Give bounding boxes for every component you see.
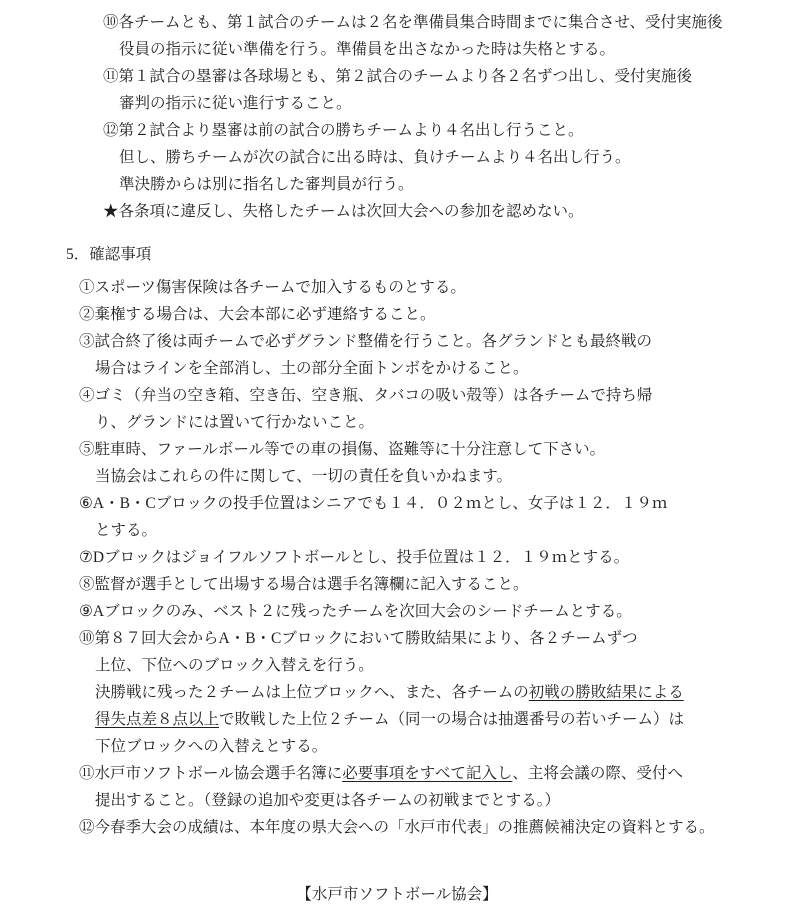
text-run: ⑨Aブロックのみ、ベスト２に残ったチームを次回大会のシードチームとする。 [79, 603, 632, 620]
text-line [0, 36, 794, 63]
text-run: 役員の指示に従い準備を行う。準備員を出さなかった時は失格とする。 [119, 41, 616, 58]
text-line [0, 355, 794, 382]
text-run: ①スポーツ傷害保険は各チームで加入するものとする。 [79, 279, 466, 296]
text-run: 審判の指示に従い進行すること。 [119, 95, 352, 112]
text-line [0, 814, 794, 841]
text-line [0, 436, 794, 463]
text-line [0, 63, 794, 90]
text-run: ⑥A・B・Cブロックの投手位置はシニアでも１４．０２ｍとし、女子は１２．１９ｍ [79, 495, 668, 512]
section-heading: 5．確認事項 [66, 246, 152, 263]
text-run: り、グランドには置いて行かないこと。 [95, 414, 375, 431]
text-line [0, 144, 794, 171]
underlined-text-run: 初戦の勝敗結果による [528, 684, 684, 701]
text-run: とする。 [95, 522, 158, 539]
text-line [0, 706, 794, 733]
text-line [0, 382, 794, 409]
text-run: ⑪第１試合の塁審は各球場とも、第２試合のチームより各２名ずつ出し、受付実施後 [103, 68, 693, 85]
text-run: ⑩各チームとも、第１試合のチームは２名を準備員集合時間までに集合させ、受付実施後 [103, 14, 723, 31]
text-run: ⑪水戸市ソフトボール協会選手名簿に [79, 765, 343, 782]
text-line [0, 652, 794, 679]
text-run: ④ゴミ（弁当の空き箱、空き缶、空き瓶、タバコの吸い殻等）は各チームで持ち帰 [79, 387, 653, 404]
text-run: ⑦Dブロックはジョイフルソフトボールとし、投手位置は１２．１９ｍとする。 [79, 549, 630, 566]
text-line [0, 517, 794, 544]
footer-organization: 【水戸市ソフトボール協会】 [296, 886, 498, 903]
text-run: 上位、下位へのブロック入替えを行う。 [95, 657, 374, 674]
text-run: 下位ブロックへの入替えとする。 [95, 738, 328, 755]
text-run: 場合はラインを全部消し、土の部分全面トンボをかけること。 [95, 360, 529, 377]
text-line [0, 409, 794, 436]
text-run: ⑫第２試合より塁審は前の試合の勝ちチームより４名出し行うこと。 [103, 122, 584, 139]
text-line [0, 301, 794, 328]
text-run: ⑫今春季大会の成績は、本年度の県大会への「水戸市代表」の推薦候補決定の資料とする。 [79, 819, 715, 836]
underlined-text-run: 得失点差８点以上 [95, 711, 220, 728]
text-run: 、主将会議の際、受付へ [512, 765, 683, 782]
text-line [0, 544, 794, 571]
text-line [0, 787, 794, 814]
text-line [0, 328, 794, 355]
text-line [0, 598, 794, 625]
text-run: 準決勝からは別に指名した審判員が行う。 [119, 176, 414, 193]
text-line [0, 733, 794, 760]
text-line [0, 760, 794, 787]
text-line [0, 171, 794, 198]
text-line [0, 90, 794, 117]
text-run: 決勝戦に残った２チームは上位ブロックへ、また、各チームの [95, 684, 529, 701]
text-line [0, 9, 794, 36]
text-run: 当協会はこれらの件に関して、一切の責任を負いかねます。 [95, 468, 512, 485]
text-line [0, 625, 794, 652]
text-run: ⑤駐車時、ファールボール等での車の損傷、盗難等に十分注意して下さい。 [79, 441, 606, 458]
text-run: ⑧監督が選手として出場する場合は選手名簿欄に記入すること。 [79, 576, 529, 593]
text-line [0, 490, 794, 517]
text-run: ⑩第８７回大会からA・B・Cブロックにおいて勝敗結果により、各２チームずつ [79, 630, 638, 647]
text-line [0, 463, 794, 490]
confirmation-items-list [0, 274, 794, 841]
text-run: で敗戦した上位２チーム（同一の場合は抽選番号の若いチーム）は [219, 711, 685, 728]
text-run: 提出すること。（登録の追加や変更は各チームの初戦までとする。） [95, 792, 561, 809]
text-run: ③試合終了後は両チームで必ずグランド整備を行うこと。各グランドとも最終戦の [79, 333, 653, 350]
text-line [0, 679, 794, 706]
underlined-text-run: 必要事項をすべて記入し [342, 765, 513, 782]
text-run: ②棄権する場合は、大会本部に必ず連絡すること。 [79, 306, 436, 323]
text-line [0, 571, 794, 598]
text-line [0, 198, 794, 225]
text-run: 但し、勝ちチームが次の試合に出る時は、負けチームより４名出し行う。 [119, 149, 631, 166]
rules-continuation-list [0, 9, 794, 225]
text-run: ★各条項に違反し、失格したチームは次回大会への参加を認めない。 [103, 203, 584, 220]
text-line [0, 117, 794, 144]
text-line [0, 274, 794, 301]
